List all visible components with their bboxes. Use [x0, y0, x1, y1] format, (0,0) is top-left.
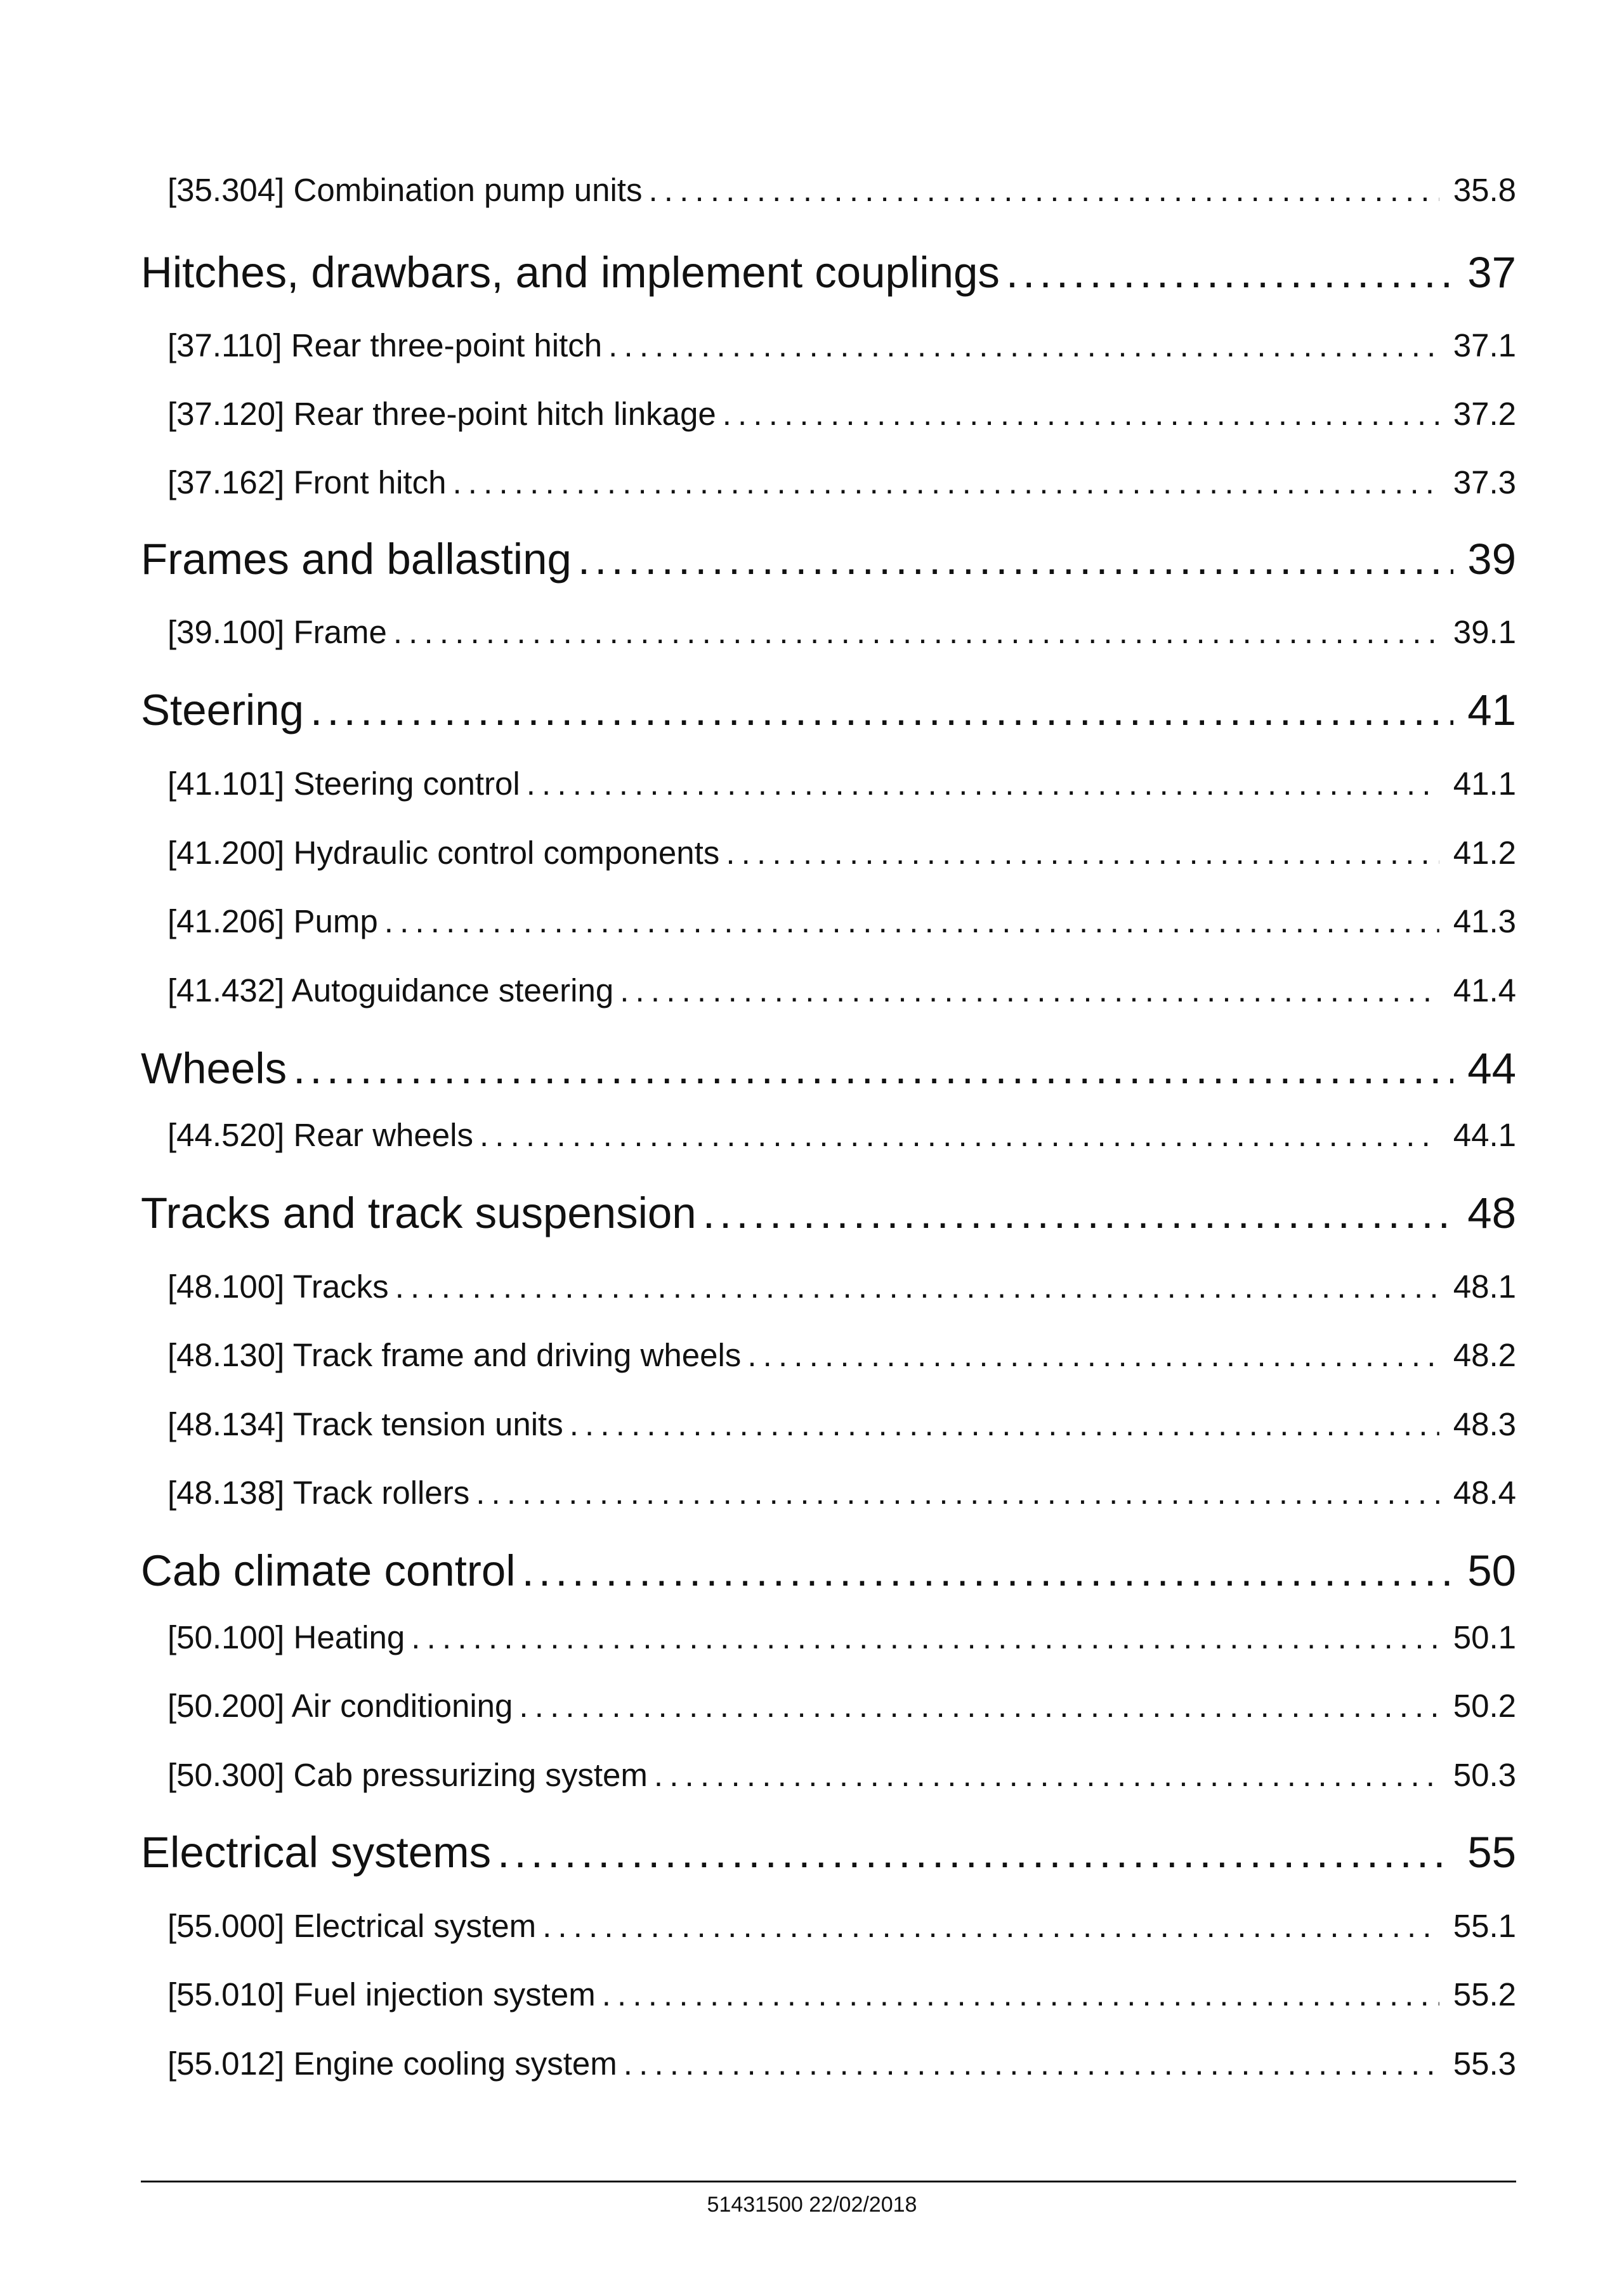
dot-leader — [726, 834, 1439, 871]
dot-leader — [476, 1474, 1439, 1511]
dot-leader — [624, 2045, 1439, 2082]
toc-section-title: Electrical systems — [141, 1828, 492, 1877]
toc-entry-label: [55.012] Engine cooling system — [167, 2045, 617, 2082]
toc-entry[interactable] — [167, 972, 1516, 1009]
toc-entry[interactable] — [167, 1336, 1516, 1374]
dot-leader — [747, 1336, 1439, 1374]
toc-entry-label: [35.304] Combination pump units — [167, 172, 643, 208]
toc-entry[interactable] — [167, 395, 1516, 433]
toc-entry-label: [48.100] Tracks — [167, 1269, 389, 1305]
dot-leader — [497, 1827, 1453, 1877]
toc-entry-page: 48.2 — [1453, 1337, 1516, 1373]
toc-entry-label: [41.101] Steering control — [167, 766, 520, 802]
toc-section-title: Tracks and track suspension — [141, 1189, 697, 1237]
toc-entry[interactable] — [167, 1907, 1516, 1945]
toc-section-page: 55 — [1467, 1828, 1516, 1877]
toc-section-page: 44 — [1467, 1044, 1516, 1093]
toc-entry-label: [55.010] Fuel injection system — [167, 1976, 596, 2012]
dot-leader — [393, 613, 1439, 651]
dot-leader — [542, 1907, 1439, 1945]
toc-entry-label: [41.200] Hydraulic control components — [167, 835, 720, 871]
toc-entry-label: [50.200] Air conditioning — [167, 1688, 513, 1724]
toc-entry-label: [48.134] Track tension units — [167, 1406, 563, 1442]
toc-entry-page: 41.3 — [1453, 903, 1516, 939]
toc-entry-label: [37.162] Front hitch — [167, 464, 447, 500]
dot-leader — [522, 1546, 1454, 1596]
dot-leader — [411, 1619, 1439, 1656]
toc-section[interactable] — [141, 247, 1516, 297]
toc-section[interactable] — [141, 1043, 1516, 1093]
dot-leader — [480, 1116, 1439, 1154]
dot-leader — [608, 327, 1439, 364]
toc-entry-label: [41.206] Pump — [167, 903, 378, 939]
toc-section-title: Hitches, drawbars, and implement couplings — [141, 248, 1000, 297]
toc-entry-page: 48.1 — [1453, 1269, 1516, 1305]
toc-entry[interactable] — [167, 1268, 1516, 1305]
toc-entry-page: 37.1 — [1453, 327, 1516, 363]
toc-entry-label: [41.432] Autoguidance steering — [167, 972, 614, 1008]
toc-entry-label: [37.110] Rear three-point hitch — [167, 327, 603, 363]
toc-entry-page: 55.2 — [1453, 1976, 1516, 2012]
toc-entry[interactable] — [167, 765, 1516, 802]
footer-divider — [141, 2181, 1516, 2182]
dot-leader — [395, 1268, 1439, 1305]
dot-leader — [654, 1756, 1439, 1794]
toc-entry-label: [44.520] Rear wheels — [167, 1117, 473, 1153]
toc-entry-label: [48.138] Track rollers — [167, 1475, 470, 1511]
toc-section-page: 39 — [1467, 535, 1516, 584]
toc-entry[interactable] — [167, 327, 1516, 364]
toc-entry-page: 39.1 — [1453, 614, 1516, 650]
toc-entry-page: 48.3 — [1453, 1406, 1516, 1442]
toc-entry[interactable] — [167, 1619, 1516, 1656]
toc-entry[interactable] — [167, 1116, 1516, 1154]
toc-entry-label: [50.100] Heating — [167, 1619, 405, 1655]
toc-entry[interactable] — [167, 2045, 1516, 2082]
toc-entry-page: 50.2 — [1453, 1688, 1516, 1724]
toc-entry[interactable] — [167, 1406, 1516, 1443]
toc-section[interactable] — [141, 685, 1516, 735]
toc-entry[interactable] — [167, 1976, 1516, 2013]
toc-section[interactable] — [141, 534, 1516, 584]
toc-entry[interactable] — [167, 903, 1516, 940]
toc-entry-page: 55.1 — [1453, 1908, 1516, 1944]
dot-leader — [527, 765, 1439, 802]
dot-leader — [648, 171, 1439, 209]
toc-entry-page: 37.2 — [1453, 396, 1516, 432]
toc-section[interactable] — [141, 1188, 1516, 1238]
dot-leader — [602, 1976, 1439, 2013]
toc-entry-label: [39.100] Frame — [167, 614, 387, 650]
toc-entry[interactable] — [167, 1474, 1516, 1511]
toc-section-page: 50 — [1467, 1546, 1516, 1595]
footer-doc-id: 51431500 22/02/2018 — [707, 2193, 917, 2217]
toc-section-title: Cab climate control — [141, 1546, 516, 1595]
toc-entry[interactable] — [167, 834, 1516, 871]
dot-leader — [723, 395, 1439, 433]
dot-leader — [519, 1687, 1439, 1725]
dot-leader — [620, 972, 1439, 1009]
toc-section-page: 37 — [1467, 248, 1516, 297]
toc-entry[interactable] — [167, 1756, 1516, 1794]
toc-entry-page: 37.3 — [1453, 464, 1516, 500]
dot-leader — [703, 1188, 1454, 1238]
toc-entry[interactable] — [167, 171, 1516, 209]
toc-entry-page: 50.1 — [1453, 1619, 1516, 1655]
toc-entry-page: 55.3 — [1453, 2045, 1516, 2082]
toc-section-title: Wheels — [141, 1044, 287, 1093]
dot-leader — [578, 534, 1453, 584]
toc-entry-page: 41.2 — [1453, 835, 1516, 871]
dot-leader — [1006, 247, 1453, 297]
dot-leader — [570, 1406, 1439, 1443]
toc-entry-page: 41.4 — [1453, 972, 1516, 1008]
toc-entry[interactable] — [167, 613, 1516, 651]
toc-entry-page: 50.3 — [1453, 1757, 1516, 1793]
toc-section-title: Frames and ballasting — [141, 535, 572, 584]
toc-section[interactable] — [141, 1827, 1516, 1877]
toc-entry[interactable] — [167, 1687, 1516, 1725]
dot-leader — [452, 464, 1439, 501]
dot-leader — [384, 903, 1439, 940]
toc-entry-label: [37.120] Rear three-point hitch linkage — [167, 396, 716, 432]
toc-section-page: 48 — [1467, 1189, 1516, 1237]
toc-entry-page: 48.4 — [1453, 1475, 1516, 1511]
dot-leader — [310, 685, 1453, 735]
dot-leader — [293, 1043, 1453, 1093]
toc-entry-label: [50.300] Cab pressurizing system — [167, 1757, 648, 1793]
toc-entry[interactable] — [167, 464, 1516, 501]
toc-entry-page: 35.8 — [1453, 172, 1516, 208]
toc-entry-label: [48.130] Track frame and driving wheels — [167, 1337, 742, 1373]
toc-section-title: Steering — [141, 686, 304, 734]
toc-section-page: 41 — [1467, 686, 1516, 734]
toc-entry-page: 41.1 — [1453, 766, 1516, 802]
toc-entry-page: 44.1 — [1453, 1117, 1516, 1153]
toc-section[interactable] — [141, 1546, 1516, 1596]
toc-entry-label: [55.000] Electrical system — [167, 1908, 537, 1944]
